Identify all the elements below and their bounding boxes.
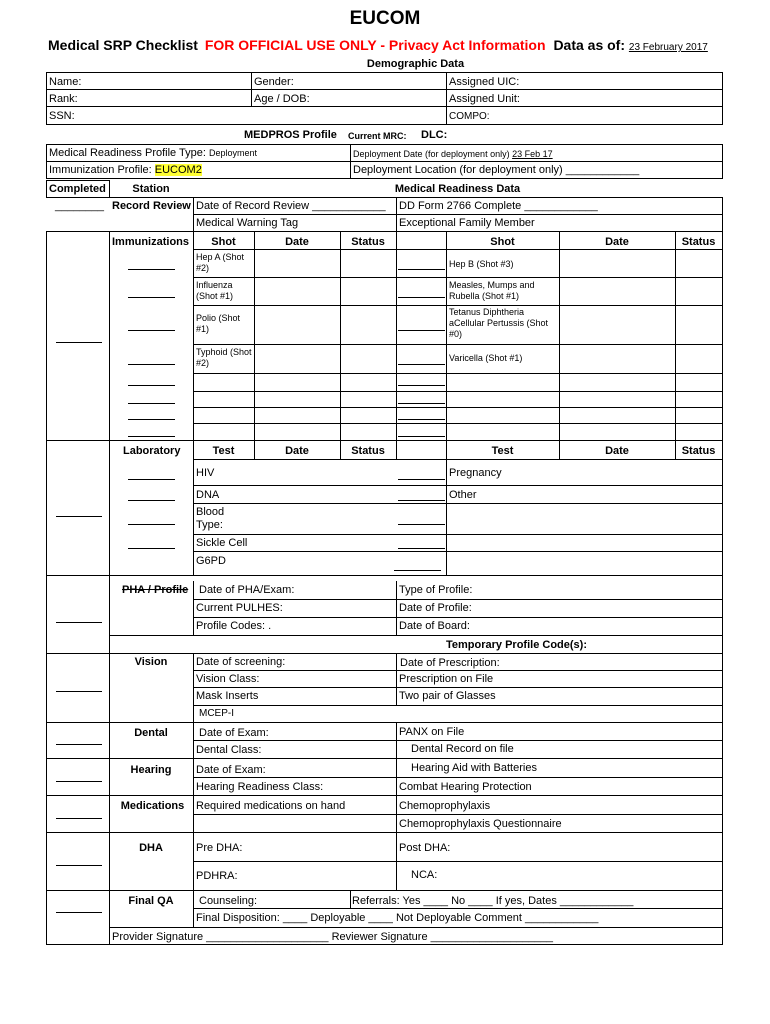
imm-blank-right[interactable] (398, 385, 445, 386)
station-header: Station (132, 183, 170, 195)
immunizations-station: Immunizations (112, 236, 190, 248)
combat-hearing-protection[interactable]: Combat Hearing Protection (399, 781, 532, 793)
shot-mmr: Measles, Mumps and Rubella (Shot #1) (449, 280, 535, 301)
lab-blood-type: Blood Type: (196, 506, 225, 531)
medical-readiness-header: Medical Readiness Data (394, 183, 521, 195)
shot-hep-b: Hep B (Shot #3) (449, 259, 514, 269)
immunization-profile-label: Immunization Profile: (49, 164, 152, 176)
current-mrc-label: Current MRC: (348, 131, 407, 141)
vision-completed-blank[interactable] (56, 691, 102, 692)
date-of-prescription[interactable]: Date of Prescription: (400, 657, 500, 669)
lab-dna: DNA (196, 489, 220, 501)
age-dob-field[interactable]: Age / DOB: (254, 93, 310, 105)
deployment-date-value: 23 Feb 17 (512, 149, 553, 159)
final-disposition[interactable]: Final Disposition: ____ Deployable ____ Not Deployable Comment ____________ (196, 912, 599, 924)
immunization-profile-value: EUCOM2 (154, 164, 202, 176)
temporary-profile-codes: Temporary Profile Code(s): (446, 639, 587, 651)
lab-status-header-left: Status (351, 445, 385, 457)
deployment-date-label: Deployment Date (for deployment only) (353, 149, 510, 159)
imm-date-header-left: Date (285, 236, 309, 248)
compo-field[interactable]: COMPO: (449, 111, 490, 122)
dlc-label: DLC: (421, 129, 448, 141)
imm-blank-left[interactable] (128, 419, 175, 420)
hearing-station: Hearing (130, 764, 172, 776)
lab-other: Other (449, 489, 477, 501)
lab-blank-left[interactable] (128, 548, 175, 549)
lab-date-header-right: Date (605, 445, 629, 457)
imm-blank-left[interactable] (128, 364, 175, 365)
lab-hiv: HIV (196, 467, 215, 479)
lab-blank-left[interactable] (128, 479, 175, 480)
data-as-of-value: 23 February 2017 (628, 42, 708, 53)
rank-field[interactable]: Rank: (49, 93, 78, 105)
mrp-type[interactable] (49, 147, 257, 160)
lab-blank-right[interactable] (398, 548, 445, 549)
medical-warning-tag[interactable]: Medical Warning Tag (196, 217, 299, 229)
immunization-profile[interactable] (49, 164, 202, 177)
form-title: Medical SRP Checklist (48, 37, 198, 53)
hearing-readiness-class[interactable]: Hearing Readiness Class: (196, 781, 324, 793)
name-field[interactable]: Name: (49, 76, 82, 88)
org-title: EUCOM (349, 8, 421, 29)
dental-class[interactable]: Dental Class: (196, 744, 262, 756)
hearing-date-of-exam[interactable]: Date of Exam: (196, 764, 266, 776)
lab-date-header-left: Date (285, 445, 309, 457)
signatures[interactable]: Provider Signature ____________________ Reviewer Signature ____________________ (112, 931, 553, 943)
dha-station: DHA (139, 842, 163, 854)
laboratory-station: Laboratory (123, 445, 181, 457)
date-of-record-review[interactable]: Date of Record Review ____________ (196, 200, 386, 212)
imm-blank-right[interactable] (398, 403, 445, 404)
imm-blank-right[interactable] (398, 269, 445, 270)
deployment-date[interactable] (353, 149, 553, 160)
dha-completed-blank[interactable] (56, 865, 102, 866)
date-of-profile[interactable]: Date of Profile: (399, 602, 472, 614)
lab-blank-left[interactable] (128, 524, 175, 525)
nca[interactable]: NCA: (411, 869, 438, 881)
dental-record-on-file[interactable]: Dental Record on file (411, 743, 514, 755)
exceptional-family-member[interactable]: Exceptional Family Member (399, 217, 535, 229)
dental-date-of-exam[interactable]: Date of Exam: (199, 727, 269, 739)
imm-blank-left[interactable] (128, 330, 175, 331)
lab-blank-right[interactable] (398, 524, 445, 525)
imm-blank-left[interactable] (128, 297, 175, 298)
date-of-screening[interactable]: Date of screening: (196, 656, 286, 668)
privacy-notice: FOR OFFICIAL USE ONLY - Privacy Act Information (204, 37, 546, 53)
mrp-type-label: Medical Readiness Profile Type: (49, 147, 206, 159)
date-of-pha[interactable]: Date of PHA/Exam: (199, 584, 295, 596)
title-line (48, 37, 708, 56)
imm-blank-right[interactable] (398, 330, 445, 331)
imm-shot-header-left: Shot (211, 236, 236, 248)
immunizations-completed-blank[interactable] (56, 342, 102, 343)
lab-test-header-right: Test (491, 445, 514, 457)
imm-blank-left[interactable] (128, 436, 175, 437)
dd-form-2766[interactable]: DD Form 2766 Complete ____________ (399, 200, 598, 212)
hearing-aid-with-batteries[interactable]: Hearing Aid with Batteries (411, 762, 537, 774)
data-as-of-label: Data as of: (553, 37, 626, 53)
gender-field[interactable]: Gender: (254, 76, 294, 88)
pre-dha[interactable]: Pre DHA: (196, 842, 243, 854)
imm-blank-left[interactable] (128, 385, 175, 386)
two-pair-glasses[interactable]: Two pair of Glasses (399, 690, 496, 702)
demographic-title: Demographic Data (366, 58, 465, 70)
lab-sickle-cell: Sickle Cell (196, 537, 248, 549)
imm-status-header-left: Status (351, 236, 385, 248)
lab-g6pd: G6PD (196, 555, 226, 567)
pdhra[interactable]: PDHRA: (196, 870, 238, 882)
imm-date-header-right: Date (605, 236, 629, 248)
imm-blank-right[interactable] (398, 419, 445, 420)
laboratory-completed-blank[interactable] (56, 516, 102, 517)
medications-completed-blank[interactable] (56, 818, 102, 819)
imm-blank-left[interactable] (128, 403, 175, 404)
vision-class[interactable]: Vision Class: (196, 673, 260, 685)
deployment-location[interactable]: Deployment Location (for deployment only) ____________ (353, 164, 640, 176)
shot-influenza: Influenza (Shot #1) (196, 280, 234, 301)
counseling[interactable]: Counseling: (199, 895, 258, 907)
lab-blank-left[interactable] (128, 500, 175, 501)
lab-blank-right[interactable] (394, 570, 441, 571)
mcep-i[interactable]: MCEP-I (199, 708, 234, 719)
record-review-station: Record Review (112, 200, 191, 212)
ssn-field[interactable]: SSN: (49, 110, 75, 122)
assigned-uic-field[interactable]: Assigned UIC: (449, 76, 520, 88)
final-qa-completed-blank[interactable] (56, 912, 102, 913)
imm-status-header-right: Status (681, 236, 716, 248)
dental-completed-blank[interactable] (56, 744, 102, 745)
lab-pregnancy: Pregnancy (449, 467, 502, 479)
panx-on-file[interactable]: PANX on File (399, 726, 465, 738)
shot-typhoid: Typhoid (Shot #2) (196, 347, 252, 368)
shot-polio: Polio (Shot #1) (196, 313, 241, 334)
required-medications[interactable]: Required medications on hand (196, 800, 346, 812)
imm-shot-header-right: Shot (490, 236, 515, 248)
imm-blank-right[interactable] (398, 297, 445, 298)
dental-station: Dental (134, 727, 168, 739)
lab-blank-right[interactable] (398, 500, 445, 501)
current-pulhes[interactable]: Current PULHES: (196, 602, 283, 614)
record-review-completed-blank[interactable]: ________ (55, 200, 104, 212)
chemoprophylaxis-questionnaire[interactable]: Chemoprophylaxis Questionnaire (399, 818, 562, 830)
mask-inserts[interactable]: Mask Inserts (196, 690, 259, 702)
shot-tdap: Tetanus Diphtheria aCellular Pertussis (Shot #0) (449, 307, 549, 339)
type-of-profile[interactable]: Type of Profile: (399, 584, 473, 596)
medications-station: Medications (120, 800, 185, 812)
hearing-completed-blank[interactable] (56, 781, 102, 782)
assigned-unit-field[interactable]: Assigned Unit: (449, 93, 520, 105)
imm-blank-right[interactable] (398, 364, 445, 365)
mrp-type-value: Deployment (209, 148, 258, 158)
shot-hep-a: Hep A (Shot #2) (196, 252, 245, 273)
referrals[interactable]: Referrals: Yes ____ No ____ If yes, Dates ____________ (352, 895, 634, 907)
pha-profile-station: PHA / Profile (122, 584, 189, 596)
pha-completed-blank[interactable] (56, 622, 102, 623)
imm-blank-left[interactable] (128, 269, 175, 270)
imm-blank-right[interactable] (398, 436, 445, 437)
lab-test-header-left: Test (212, 445, 235, 457)
lab-status-header-right: Status (681, 445, 716, 457)
date-of-board[interactable]: Date of Board: (399, 620, 470, 632)
completed-header: Completed (49, 183, 106, 195)
medpros-profile-title: MEDPROS Profile (244, 129, 337, 141)
profile-codes[interactable]: Profile Codes: . (196, 620, 272, 632)
lab-blank-right[interactable] (398, 479, 445, 480)
chemoprophylaxis[interactable]: Chemoprophylaxis (399, 800, 491, 812)
prescription-on-file[interactable]: Prescription on File (399, 673, 494, 685)
final-qa-station: Final QA (128, 895, 174, 907)
shot-varicella: Varicella (Shot #1) (449, 353, 523, 363)
post-dha[interactable]: Post DHA: (399, 842, 451, 854)
vision-station: Vision (134, 656, 168, 668)
